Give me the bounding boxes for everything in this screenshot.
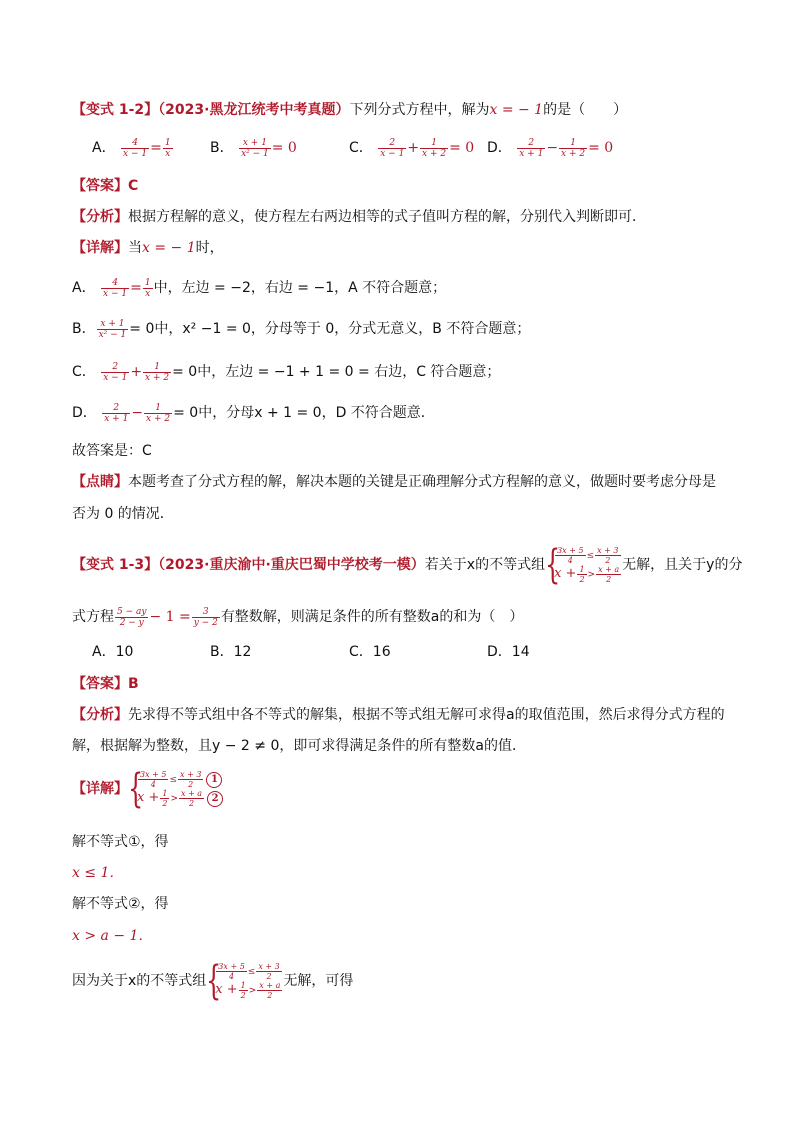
- q1-3-because: [72, 958, 734, 1004]
- q1-3-stem-a: 若关于x的不等式组: [424, 557, 546, 573]
- q1-2-stem-a: 下列分式方程中，解为: [349, 102, 490, 118]
- q1-2-stem-math: x = − 1: [489, 102, 544, 118]
- because-text-a: 因为关于x的不等式组: [72, 973, 207, 989]
- option-value: 14: [511, 644, 530, 660]
- circled-2-icon: 2: [207, 791, 223, 807]
- answer-tag: 【答案】: [72, 178, 128, 194]
- q1-2-option-a: A． $\frac{4}{x - 1}$ = $\frac{1}{x}$: [92, 137, 171, 159]
- q1-3-source: （2023·重庆渝中·重庆巴蜀中学校考一模）: [158, 557, 425, 573]
- step-label: B．: [72, 321, 96, 337]
- comment-text: 本题考查了分式方程的解，解决本题的关键是正确理解分式方程解的意义，做题时要考虑分母是: [128, 474, 716, 490]
- q1-2-title: 【变式 1-2】: [72, 102, 159, 118]
- analysis-text: 先求得不等式组中各不等式的解集，根据不等式组无解可求得a的取值范围，然后求得分式方程的: [128, 707, 725, 723]
- answer-tag: 【答案】: [72, 676, 128, 692]
- option-label: A．: [92, 140, 116, 156]
- q1-2-step-c: C． $\frac{2}{x - 1}$ + $\frac{1}{x + 2}$ = 0中，左边 = −1 + 1 = 0 = 右边，C 符合题意；: [72, 361, 501, 383]
- step-text: 中，左边 = −2，右边 = −1，A 不符合题意；: [153, 280, 447, 296]
- q1-2-option-b: B． $\frac{x + 1}{\text{x² − 1}}$ = 0: [210, 137, 297, 159]
- step-text: = 0中，左边 = −1 + 1 = 0 = 右边，C 符合题意；: [172, 364, 501, 380]
- circled-1-icon: 1: [206, 772, 222, 788]
- q1-2-option-d: D． $\frac{2}{x + 1}$ − $\frac{1}{x + 2}$ = 0: [487, 137, 614, 159]
- q1-2-stem-b: 的是（ ）: [543, 102, 628, 118]
- analysis-tag: 【分析】: [72, 707, 128, 723]
- inequality-system: { $\frac{3x + 5}{4}$ ≤ $\frac{x + 3}{2}$ x + $\frac{1}{2}$ > $\frac{x + a}{2}$: [206, 958, 281, 1004]
- step-text: = 0中，x² −1 = 0，分母等于 0，分式无意义，B 不符合题意；: [129, 321, 531, 337]
- detail-math: x = − 1: [142, 240, 196, 256]
- option-value: 10: [115, 644, 134, 660]
- analysis-text: 根据方程解的意义，使方程左右两边相等的式子值叫方程的解，分别代入判断即可．: [128, 209, 646, 225]
- step-label: C．: [72, 364, 96, 380]
- answer-value: C: [128, 178, 139, 194]
- option-label: D．: [487, 644, 512, 660]
- q1-2-detail: [72, 237, 734, 259]
- q1-2-step-a: A． $\frac{4}{x - 1}$ = $\frac{1}{x}$ 中，左边 = −2，右边 = −1，A 不符合题意；: [72, 277, 447, 299]
- because-text-b: 无解，可得: [283, 973, 354, 989]
- q1-3-stem-d: 有整数解，则满足条件的所有整数a的和为（ ）: [220, 609, 524, 625]
- step-text: = 0中，分母x + 1 = 0，D 不符合题意．: [173, 405, 435, 421]
- q1-3-stem: [72, 542, 743, 588]
- option-label: C．: [349, 140, 373, 156]
- q1-3-option-b: [210, 641, 251, 663]
- q1-2-option-c: C． $\frac{2}{x - 1}$ + $\frac{1}{x + 2}$ = 0: [349, 137, 475, 159]
- option-value: 16: [372, 644, 391, 660]
- q1-2-conclusion: 故答案是：C: [72, 443, 152, 459]
- step-label: D．: [72, 405, 97, 421]
- q1-3-title: 【变式 1-3】: [72, 557, 159, 573]
- q1-2-comment-2: 否为 0 的情况．: [72, 506, 174, 522]
- option-label: B．: [210, 140, 234, 156]
- detail-text-b: 时，: [195, 240, 224, 256]
- q1-3-answer: [72, 673, 734, 695]
- detail-text-a: 当: [128, 240, 142, 256]
- analysis-tag: 【分析】: [72, 209, 128, 225]
- inequality-system: { $\frac{3x + 5}{4}$ ≤ $\frac{x + 3}{2}$ x + $\frac{1}{2}$ > $\frac{x + a}{2}$: [545, 542, 620, 588]
- inequality-system: { $\frac{3x + 5}{4}$ ≤ $\frac{x + 3}{2}$ 1 x + $\frac{1}{2}$ > $\frac{x + a}{2}$ 2: [128, 770, 223, 808]
- q1-3-solve-1: 解不等式①，得: [72, 834, 169, 850]
- option-label: A．: [92, 644, 116, 660]
- q1-3-result-1: x ≤ 1．: [72, 865, 124, 881]
- q1-3-option-a: [92, 641, 133, 663]
- q1-2-source: （2023·黑龙江统考中考真题）: [158, 102, 350, 118]
- detail-tag: 【详解】: [72, 240, 128, 256]
- detail-tag: 【详解】: [72, 781, 128, 797]
- option-label: C．: [349, 644, 373, 660]
- q1-2-answer: [72, 175, 734, 197]
- q1-3-result-2: x > a − 1．: [72, 928, 153, 944]
- q1-3-solve-2: 解不等式②，得: [72, 896, 169, 912]
- option-label: D．: [487, 140, 512, 156]
- q1-2-step-b: B． $\frac{x + 1}{\text{x² − 1}}$ = 0中，x² −1 = 0，分母等于 0，分式无意义，B 不符合题意；: [72, 318, 531, 340]
- q1-3-analysis-1: [72, 704, 734, 726]
- answer-value: B: [128, 676, 139, 692]
- q1-3-option-c: [349, 641, 391, 663]
- comment-tag: 【点睛】: [72, 474, 128, 490]
- option-value: 12: [233, 644, 252, 660]
- q1-3-stem-c: 式方程: [72, 609, 114, 625]
- q1-3-detail: [72, 766, 734, 812]
- option-label: B．: [210, 644, 234, 660]
- q1-2-step-d: D． $\frac{2}{x + 1}$ − $\frac{1}{x + 2}$ = 0中，分母x + 1 = 0，D 不符合题意．: [72, 402, 435, 424]
- q1-2-analysis: [72, 206, 734, 228]
- q1-3-stem-b: 无解，且关于y的分: [622, 557, 743, 573]
- q1-3-stem-2: 式方程 $\frac{5 - ay}{2 - y}$ − 1 = $\frac{3}{y - 2}$ 有整数解，则满足条件的所有整数a的和为（ ）: [72, 606, 524, 628]
- q1-2-comment-1: [72, 471, 734, 493]
- q1-2-stem: [72, 99, 734, 121]
- q1-3-option-d: [487, 641, 530, 663]
- q1-3-analysis-2: 解，根据解为整数，且y − 2 ≠ 0，即可求得满足条件的所有整数a的值．: [72, 738, 526, 754]
- step-label: A．: [72, 280, 96, 296]
